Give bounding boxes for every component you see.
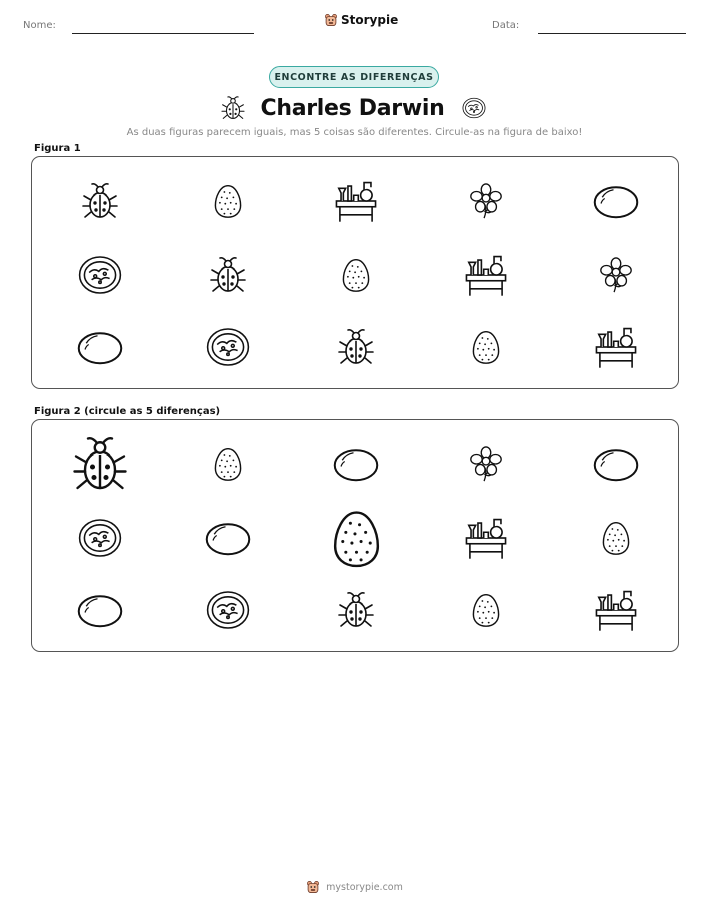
figure-1-panel [31, 156, 679, 389]
lab-bench-icon [593, 587, 639, 633]
footer [0, 880, 709, 894]
picture-cell[interactable] [463, 515, 509, 561]
picture-cell[interactable] [468, 592, 504, 628]
beetle-icon [208, 255, 248, 295]
storypie-brand [324, 13, 398, 27]
lab-bench-icon [463, 252, 509, 298]
egg-icon [468, 592, 504, 628]
picture-cell[interactable] [333, 178, 379, 224]
flower-icon [467, 182, 505, 220]
date-line[interactable] [538, 33, 686, 34]
picture-cell[interactable] [331, 439, 381, 489]
lab-bench-icon [593, 324, 639, 370]
page-title: Charles Darwin [260, 95, 445, 121]
activity-badge: ENCONTRE AS DIFERENÇAS [269, 66, 439, 88]
figure-2-panel [31, 419, 679, 652]
picture-cell[interactable] [467, 445, 505, 483]
title-row [0, 93, 709, 123]
instructions: As duas figuras parecem iguais, mas 5 coisas são diferentes. Circule-as na figura de baixo! [126, 127, 583, 138]
name-line[interactable] [72, 33, 254, 34]
picture-cell[interactable] [210, 183, 246, 219]
picture-cell[interactable] [468, 329, 504, 365]
beetle-icon [80, 181, 120, 221]
picture-cell[interactable] [591, 439, 641, 489]
picture-cell[interactable] [204, 323, 252, 371]
picture-cell[interactable] [210, 446, 246, 482]
picture-cell[interactable] [203, 513, 253, 563]
picture-cell[interactable] [597, 256, 635, 294]
storypie-logo-icon [324, 13, 338, 27]
stone-icon [75, 585, 125, 635]
picture-cell[interactable] [76, 514, 124, 562]
beetle-icon [70, 434, 130, 494]
flower-icon [597, 256, 635, 294]
egg-icon [468, 329, 504, 365]
picture-cell[interactable] [338, 257, 374, 293]
name-label: Nome: [23, 20, 56, 31]
beetle-icon [220, 95, 246, 121]
lab-bench-icon [463, 515, 509, 561]
stone-icon [591, 176, 641, 226]
fossil-icon [204, 323, 252, 371]
picture-cell[interactable] [467, 182, 505, 220]
egg-icon [598, 520, 634, 556]
picture-cell[interactable] [208, 255, 248, 295]
stone-icon [75, 322, 125, 372]
beetle-icon [336, 590, 376, 630]
stone-icon [203, 513, 253, 563]
egg-icon [210, 446, 246, 482]
stone-icon [591, 439, 641, 489]
picture-cell[interactable] [204, 586, 252, 634]
egg-icon [338, 257, 374, 293]
picture-cell[interactable] [336, 590, 376, 630]
flower-icon [467, 445, 505, 483]
stone-icon [331, 439, 381, 489]
picture-cell[interactable] [80, 181, 120, 221]
egg-icon [210, 183, 246, 219]
picture-cell[interactable] [75, 322, 125, 372]
brand-name: Storypie [341, 13, 399, 27]
footer-url[interactable]: mystorypie.com [326, 881, 403, 893]
picture-cell[interactable] [70, 434, 130, 494]
egg-icon [326, 508, 387, 569]
picture-cell[interactable] [591, 176, 641, 226]
fossil-icon [204, 586, 252, 634]
figure-1-label: Figura 1 [34, 143, 81, 154]
storypie-logo-icon [306, 880, 320, 894]
picture-cell[interactable] [463, 252, 509, 298]
picture-cell[interactable] [593, 324, 639, 370]
picture-cell[interactable] [76, 251, 124, 299]
date-label: Data: [492, 20, 520, 31]
picture-cell[interactable] [598, 520, 634, 556]
picture-cell[interactable] [75, 585, 125, 635]
lab-bench-icon [333, 178, 379, 224]
beetle-icon [336, 327, 376, 367]
picture-cell[interactable] [336, 327, 376, 367]
picture-cell[interactable] [326, 508, 387, 569]
fossil-icon [459, 95, 489, 121]
picture-cell[interactable] [593, 587, 639, 633]
figure-2-label: Figura 2 (circule as 5 diferenças) [34, 406, 221, 417]
fossil-icon [76, 514, 124, 562]
fossil-icon [76, 251, 124, 299]
